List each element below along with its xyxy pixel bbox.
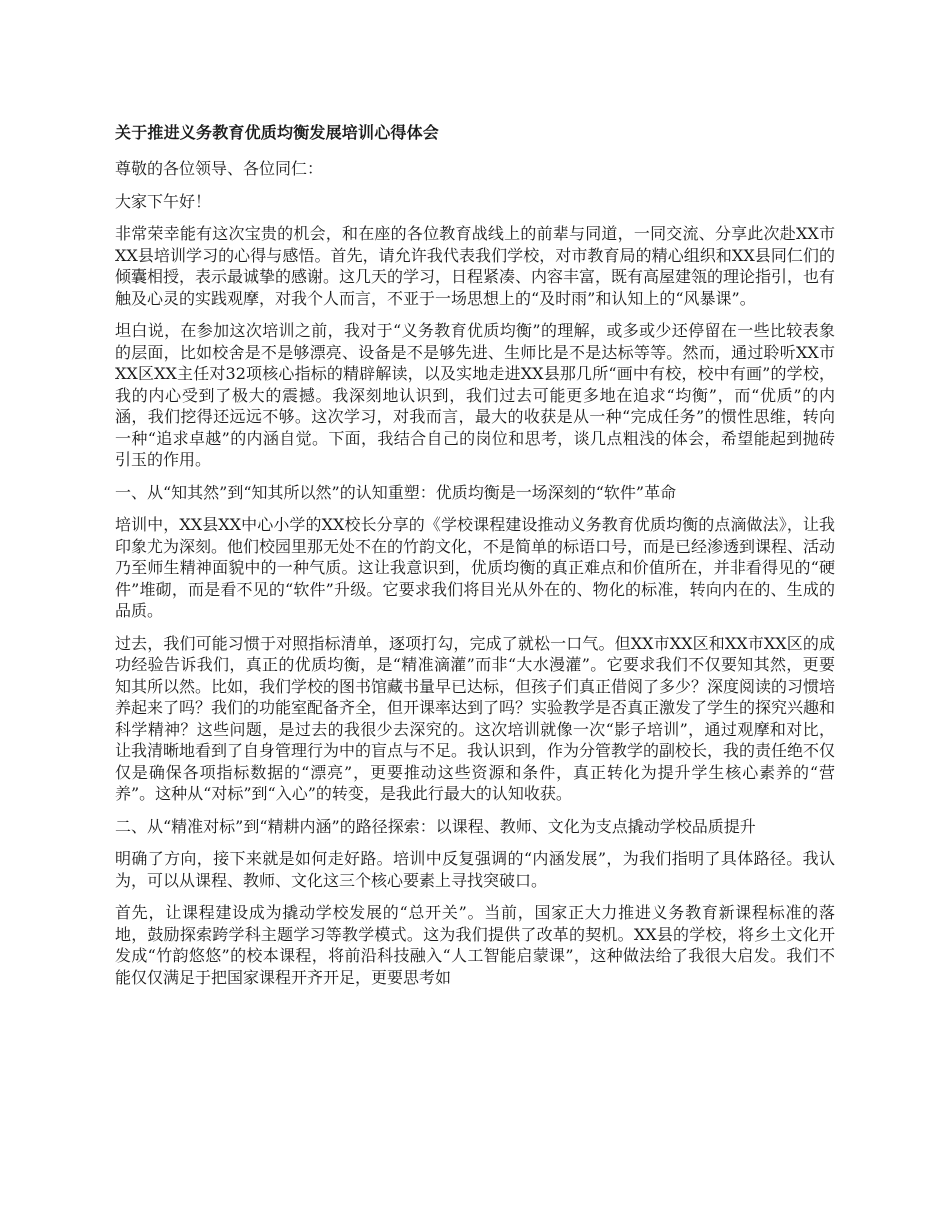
paragraph-curriculum: 首先，让课程建设成为撬动学校发展的“总开关”。当前，国家正大力推进义务教育新课程标准的落地，鼓励探索跨学科主题学习等教学模式。这为我们提供了改革的契机。XX县的学校，将乡土文化开发成“竹韵悠悠”的校本课程，将前沿科技融入“人工智能启蒙课”，这种做法给了我很大启发。我们不能仅仅满足于把国家课程开齐开足，更要思考如 (115, 903, 835, 987)
greeting: 大家下午好！ (115, 191, 212, 211)
paragraph-reflection: 坦白说，在参加这次培训之前，我对于“义务教育优质均衡”的理解，或多或少还停留在一些比较表象的层面，比如校舍是不是够漂亮、设备是不是够先进、生师比是不是达标等等。然而，通过聆听XX市XX区XX主任对32项核心指标的精辟解读，以及实地走进XX县那几所“画中有校，校中有画”的学校，我的内心受到了极大的震撼。我深刻地认识到，我们过去可能更多地在追求“均衡”，而“优质”的内涵，我们挖得还远远不够。这次学习，对我而言，最大的收获是从一种“完成任务”的惯性思维，转向一种“追求卓越”的内涵自觉。下面，我结合自己的岗位和思考，谈几点粗浅的体会，希望能起到抛砖引玉的作用。 (115, 321, 835, 469)
section-heading-2: 二、从“精准对标”到“精耕内涵”的路径探索：以课程、教师、文化为支点撬动学校品质提升 (115, 816, 756, 836)
paragraph-direction: 明确了方向，接下来就是如何走好路。培训中反复强调的“内涵发展”，为我们指明了具体路径。我认为，可以从课程、教师、文化这三个核心要素上寻找突破口。 (115, 849, 835, 890)
paragraph-precision: 过去，我们可能习惯于对照指标清单，逐项打勾，完成了就松一口气。但XX市XX区和XX市XX区的成功经验告诉我们，真正的优质均衡，是“精准滴灌”而非“大水漫灌”。它要求我们不仅要知其然，更要知其所以然。比如，我们学校的图书馆藏书量早已达标，但孩子们真正借阅了多少？深度阅读的习惯培养起来了吗？我们的功能室配备齐全，但开课率达到了吗？实验教学是否真正激发了学生的探究兴趣和科学精神？这些问题，是过去的我很少去深究的。这次培训就像一次“影子培训”，通过观摩和对比，让我清晰地看到了自身管理行为中的盲点与不足。我认识到，作为分管教学的副校长，我的责任绝不仅仅是确保各项指标数据的“漂亮”，更要推动这些资源和条件，真正转化为提升学生核心素养的“营养”。这种从“对标”到“入心”的转变，是我此行最大的认知收获。 (115, 633, 836, 803)
paragraph-case-study: 培训中，XX县XX中心小学的XX校长分享的《学校课程建设推动义务教育优质均衡的点滴做法》，让我印象尤为深刻。他们校园里那无处不在的竹韵文化，不是简单的标语口号，而是已经渗透到课程、活动乃至师生精神面貌中的一种气质。这让我意识到，优质均衡的真正难点和价值所在，并非看得见的“硬件”堆砌，而是看不见的“软件”升级。它要求我们将目光从外在的、物化的标准，转向内在的、生成的品质。 (115, 515, 836, 620)
salutation: 尊敬的各位领导、各位同仁： (115, 159, 324, 178)
paragraph-intro: 非常荣幸能有这次宝贵的机会，和在座的各位教育战线上的前辈与同道，一同交流、分享此次赴XX市XX县培训学习的心得与感悟。首先，请允许我代表我们学校，对市教育局的精心组织和XX县同仁们的倾囊相授，表示最诚挚的感谢。这几天的学习，日程紧凑、内容丰富，既有高屋建瓴的理论指引，也有触及心灵的实践观摩，对我个人而言，不亚于一场思想上的“及时雨”和认知上的“风暴课”。 (115, 224, 836, 308)
document-page (115, 122, 835, 999)
document-title: 关于推进义务教育优质均衡发展培训心得体会 (115, 123, 440, 142)
section-heading-1: 一、从“知其然”到“知其所以然”的认知重塑：优质均衡是一场深刻的“软件”革命 (115, 482, 677, 502)
